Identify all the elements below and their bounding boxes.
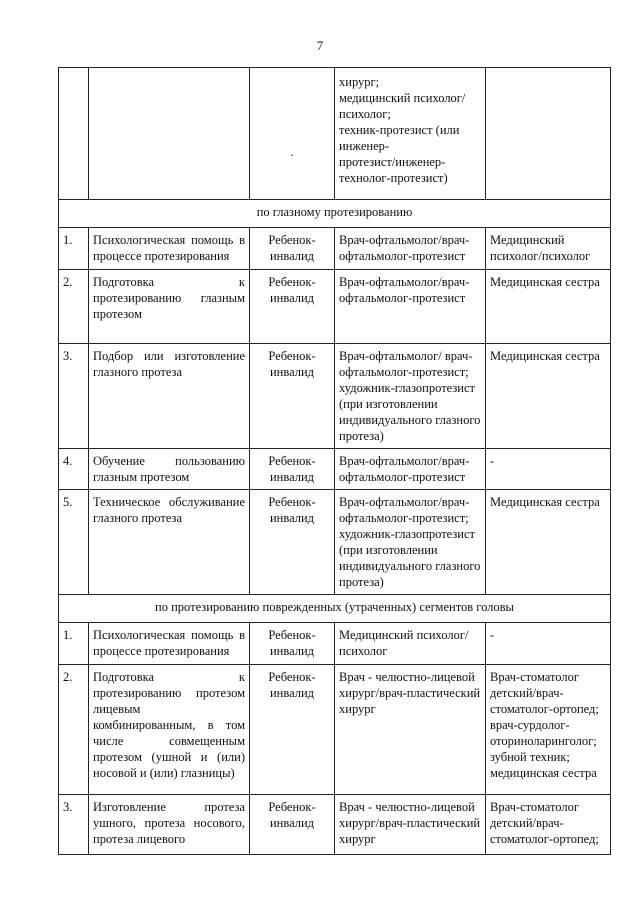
medical-staff: Врач-стоматолог детский/врач-стоматолог-ортопед; bbox=[486, 795, 611, 855]
service-name: Обучение пользованию глазным протезом bbox=[89, 449, 250, 490]
service-name: Подготовка к протезированию глазным протезом bbox=[89, 270, 250, 344]
cell-patient bbox=[250, 68, 335, 200]
page-number: 7 bbox=[316, 38, 324, 53]
continuation-row bbox=[59, 68, 611, 200]
doctor-specialists: Врач-офтальмолог/врач-офтальмолог-протезист bbox=[335, 270, 486, 344]
section-header-row bbox=[59, 200, 611, 228]
row-number: 2. bbox=[59, 270, 89, 344]
row-number: 4. bbox=[59, 449, 89, 490]
patient-category: Ребенок-инвалид bbox=[250, 665, 335, 795]
medical-staff: Медицинская сестра bbox=[486, 344, 611, 449]
cell-mark: . bbox=[290, 145, 294, 159]
table-row bbox=[59, 665, 611, 795]
medical-staff: - bbox=[486, 449, 611, 490]
medical-staff: Медицинский психолог/психолог bbox=[486, 228, 611, 270]
cell-staff bbox=[486, 68, 611, 200]
service-name: Подбор или изготовление глазного протеза bbox=[89, 344, 250, 449]
doctor-specialists: Врач - челюстно-лицевой хирург/врач-пластический хирург bbox=[335, 665, 486, 795]
doctor-specialists: Врач - челюстно-лицевой хирург/врач-пластический хирург bbox=[335, 795, 486, 855]
doctor-specialists: Врач-офтальмолог/врач-офтальмолог-протезист bbox=[335, 228, 486, 270]
cell-num bbox=[59, 68, 89, 200]
row-number: 5. bbox=[59, 490, 89, 595]
service-name: Психологическая помощь в процессе протезирования bbox=[89, 228, 250, 270]
medical-staff: Врач-стоматолог детский/врач-стоматолог-ортопед; врач-сурдолог-оториноларинголог; зубной техник; медицинская сестра bbox=[486, 665, 611, 795]
patient-category: Ребенок-инвалид bbox=[250, 795, 335, 855]
table-row bbox=[59, 270, 611, 344]
service-name: Психологическая помощь в процессе протезирования bbox=[89, 623, 250, 665]
cell-service bbox=[89, 68, 250, 200]
row-number: 1. bbox=[59, 228, 89, 270]
patient-category: Ребенок-инвалид bbox=[250, 228, 335, 270]
row-number: 2. bbox=[59, 665, 89, 795]
row-number: 3. bbox=[59, 795, 89, 855]
medical-staff: - bbox=[486, 623, 611, 665]
doctor-specialists: Медицинский психолог/психолог bbox=[335, 623, 486, 665]
medical-staff: Медицинская сестра bbox=[486, 270, 611, 344]
row-number: 1. bbox=[59, 623, 89, 665]
table-row bbox=[59, 449, 611, 490]
cell-doctors: хирург; медицинский психолог/психолог; техник-протезист (или инженер- протезист/инженер- технолог-протезист) bbox=[335, 68, 486, 200]
section-title: по протезированию поврежденных (утраченных) сегментов головы bbox=[59, 595, 611, 623]
table-row bbox=[59, 344, 611, 449]
service-name: Техническое обслуживание глазного протеза bbox=[89, 490, 250, 595]
row-number: 3. bbox=[59, 344, 89, 449]
section-title: по глазному протезированию bbox=[59, 200, 611, 228]
section-header-row bbox=[59, 595, 611, 623]
service-name: Подготовка к протезированию протезом лицевым комбинированным, в том числе совмещенным протезом (ушной и (или) носовой и (или) глазницы) bbox=[89, 665, 250, 795]
table-row bbox=[59, 228, 611, 270]
patient-category: Ребенок-инвалид bbox=[250, 623, 335, 665]
medical-staff: Медицинская сестра bbox=[486, 490, 611, 595]
patient-category: Ребенок-инвалид bbox=[250, 270, 335, 344]
patient-category: Ребенок-инвалид bbox=[250, 449, 335, 490]
doctor-specialists: Врач-офтальмолог/врач-офтальмолог-протезист bbox=[335, 449, 486, 490]
doctor-specialists: Врач-офтальмолог/врач-офтальмолог-протезист; художник-глазопротезист (при изготовлении индивидуального глазного протеза) bbox=[335, 490, 486, 595]
table-row bbox=[59, 490, 611, 595]
table-row bbox=[59, 795, 611, 855]
doctor-specialists: Врач-офтальмолог/ врач-офтальмолог-протезист; художник-глазопротезист (при изготовлении индивидуального глазного протеза) bbox=[335, 344, 486, 449]
service-name: Изготовление протеза ушного, протеза носового, протеза лицевого bbox=[89, 795, 250, 855]
table-row bbox=[59, 623, 611, 665]
specialists-table bbox=[58, 67, 611, 855]
patient-category: Ребенок-инвалид bbox=[250, 344, 335, 449]
patient-category: Ребенок-инвалид bbox=[250, 490, 335, 595]
